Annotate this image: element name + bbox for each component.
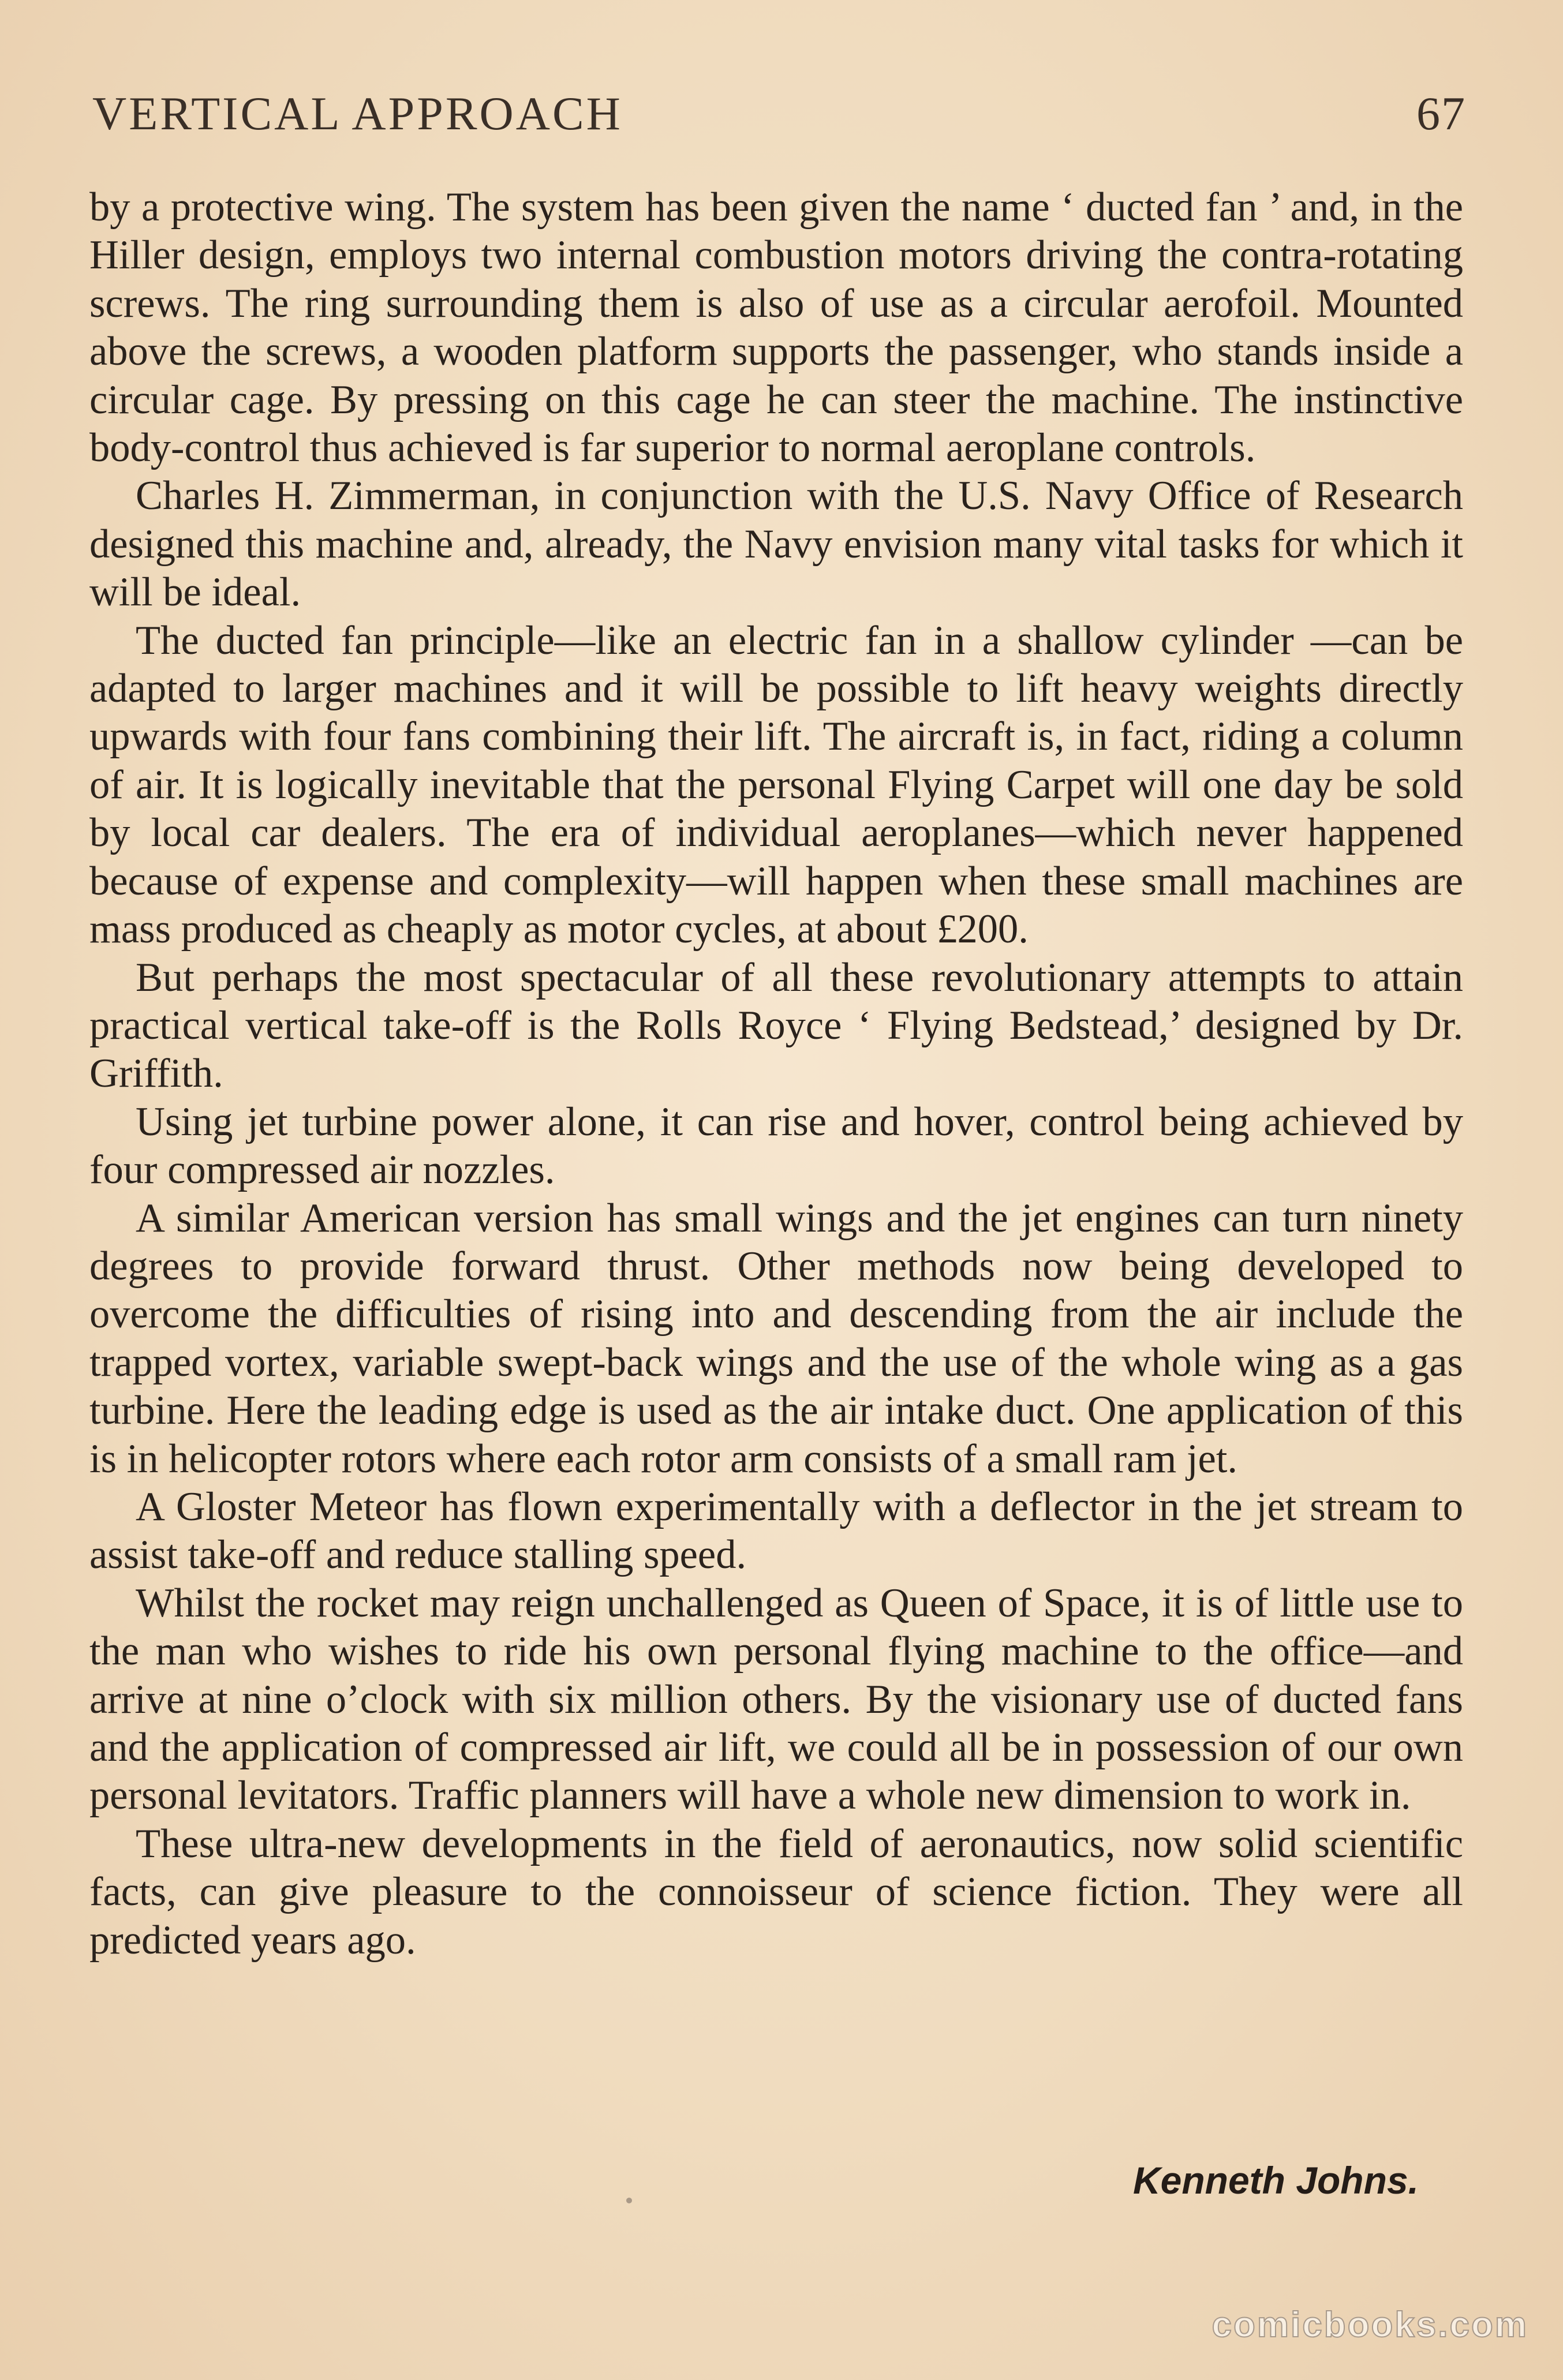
paragraph: A Gloster Meteor has flown experimentally with a deflector in the jet stream to assist take-off and reduce stalling speed. bbox=[89, 1484, 1463, 1578]
paper-speck bbox=[626, 2198, 632, 2203]
running-title: VERTICAL APPROACH bbox=[92, 87, 623, 140]
paragraph: These ultra-new developments in the field of aeronautics, now solid scientific facts, can give pleasure to the connoisseur of science fiction. They were all predicted years ago. bbox=[89, 1821, 1463, 1963]
paragraph: by a protective wing. The system has been given the name ‘ ducted fan ’ and, in the Hiller design, employs two internal combustion motors driving the contra-rotating screws. The ring surrounding them is also of use as a circular aerofoil. Mounted above the screws, a wooden platform supports the passenger, who stands inside a circular cage. By pressing on this cage he can steer the machine. The instinctive body-control thus achieved is far superior to normal aeroplane controls. bbox=[89, 185, 1463, 471]
running-head bbox=[92, 87, 1466, 144]
paragraph: But perhaps the most spectacular of all these revolutionary attempts to attain practical vertical take-off is the Rolls Royce ‘ Flying Bedstead,’ designed by Dr. Griffith. bbox=[89, 955, 1463, 1097]
page-number: 67 bbox=[1416, 87, 1466, 140]
article-body bbox=[89, 184, 1463, 1964]
paragraph: Whilst the rocket may reign unchallenged as Queen of Space, it is of little use to the man who wishes to ride his own personal flying machine to the office—and arrive at nine o’clock with six million others. By the visionary use of ducted fans and the application of compressed air lift, we could all be in possession of our own personal levitators. Traffic planners will have a whole new dimension to work in. bbox=[89, 1580, 1463, 1818]
paragraph: A similar American version has small wings and the jet engines can turn ninety degrees to provide forward thrust. Other methods now being developed to overcome the difficulties of rising into and descending from the air include the trapped vortex, variable swept-back wings and the use of the whole wing as a gas turbine. Here the leading edge is used as the air intake duct. One application of this is in helicopter rotors where each rotor arm consists of a small ram jet. bbox=[89, 1195, 1463, 1481]
author-signature: Kenneth Johns. bbox=[1132, 2159, 1419, 2202]
watermark: comicbooks.com bbox=[1211, 2305, 1528, 2345]
paragraph: Charles H. Zimmerman, in conjunction with the U.S. Navy Office of Research designed this machine and, already, the Navy envision many vital tasks for which it will be ideal. bbox=[89, 473, 1463, 615]
paragraph: Using jet turbine power alone, it can rise and hover, control being achieved by four compressed air nozzles. bbox=[89, 1099, 1463, 1193]
paragraph: The ducted fan principle—like an electric fan in a shallow cylinder —can be adapted to larger machines and it will be possible to lift heavy weights directly upwards with four fans combining their lift. The aircraft is, in fact, riding a column of air. It is logically inevitable that the personal Flying Carpet will one day be sold by local car dealers. The era of individual aeroplanes—which never happened because of expense and complexity—will happen when these small machines are mass produced as cheaply as motor cycles, at about £200. bbox=[89, 618, 1463, 952]
